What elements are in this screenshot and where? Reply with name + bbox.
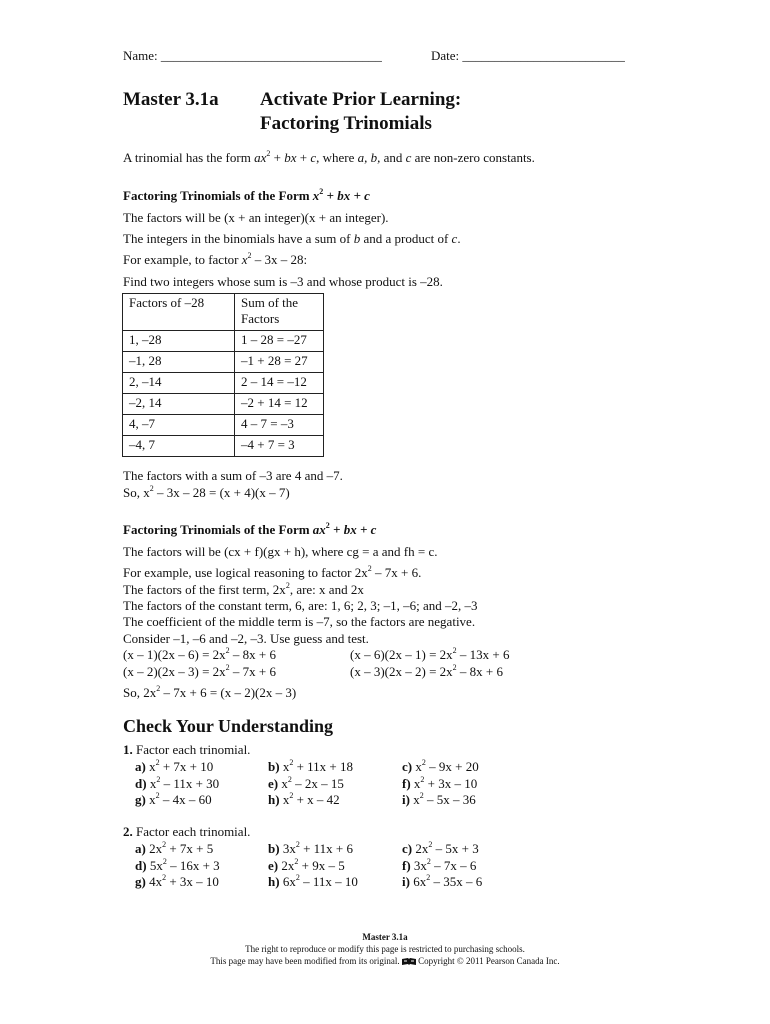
- table-cell-sum: –1 + 28 = 27: [235, 352, 324, 373]
- section2-line6: Consider –1, –6 and –2, –3. Use guess and test.: [123, 631, 369, 646]
- table-cell-factors: –2, 14: [123, 394, 235, 415]
- date-field-label: Date: _________________________: [431, 48, 625, 63]
- q2-item-h: h) $6x^2 - 11x - 10$: [268, 872, 358, 889]
- footer-rights: The right to reproduce or modify this page is restricted to purchasing schools.: [245, 944, 525, 954]
- table-cell-sum: 4 – 7 = –3: [235, 415, 324, 436]
- question-1-prompt: 1. Factor each trinomial.: [123, 742, 251, 757]
- q1-item-f: f) $x^2 + 3x - 10$: [402, 774, 478, 791]
- q2-item-a: a) $2x^2 + 7x + 5$: [135, 839, 214, 856]
- q2-item-d: d) $5x^2 - 16x + 3$: [135, 856, 220, 873]
- section1-line4: Find two integers whose sum is –3 and whose product is –28.: [123, 274, 443, 289]
- q1-item-e: e) $x^2 - 2x - 15$: [268, 774, 344, 791]
- guess-test-1: $(x - 1)(2x - 6) = 2x^2 - 8x + 6$: [123, 645, 276, 662]
- section2-line4: The factors of the constant term, 6, are: 1, 6; 2, 3; –1, –6; and –2, –3: [123, 598, 478, 613]
- intro-text: A trinomial has the form $ax^2$ + bx + c, where a, b, and c are non-zero constants.: [123, 148, 535, 165]
- section2-line3: The factors of the first term, $2x^2$, are: x and 2x: [123, 580, 364, 597]
- check-heading: Check Your Understanding: [123, 716, 334, 736]
- table-row: [123, 436, 324, 457]
- section1-line1: The factors will be (x + an integer)(x + an integer).: [123, 210, 389, 225]
- table-row: [123, 394, 324, 415]
- table-cell-factors: 2, –14: [123, 373, 235, 394]
- footer-copyright: This page may have been modified from its original. Copyright © 2011 Pearson Canada Inc.: [210, 956, 560, 966]
- table-header-factors: Factors of –28: [123, 294, 235, 331]
- master-number: Master 3.1a: [123, 89, 219, 110]
- section2-line2: For example, use logical reasoning to factor $2x^2 - 7x + 6$.: [123, 563, 422, 580]
- section1-line3: For example, to factor $x^2 - 3x - 28$:: [123, 250, 308, 267]
- table-cell-factors: 1, –28: [123, 331, 235, 352]
- q1-item-c: c) $x^2 - 9x + 20$: [402, 757, 479, 774]
- section2-conclusion: So, $2x^2 - 7x + 6 = (x - 2)(2x - 3)$: [123, 683, 297, 700]
- guess-test-4: $(x - 3)(2x - 2) = 2x^2 - 8x + 6$: [350, 662, 503, 679]
- q1-item-a: a) $x^2 + 7x + 10$: [135, 757, 214, 774]
- page-title-line1: Activate Prior Learning:: [260, 89, 462, 110]
- section2-line5: The coefficient of the middle term is –7, so the factors are negative.: [123, 614, 476, 629]
- table-row: [123, 331, 324, 352]
- table-cell-sum: 2 – 14 = –12: [235, 373, 324, 394]
- q1-item-h: h) $x^2 + x - 42$: [268, 790, 340, 807]
- q2-item-i: i) $6x^2 - 35x - 6$: [402, 872, 483, 889]
- q2-item-g: g) $4x^2 + 3x - 10$: [135, 872, 219, 889]
- q1-item-b: b) $x^2 + 11x + 18$: [268, 757, 353, 774]
- section1-line2: The integers in the binomials have a sum of b and a product of c.: [123, 231, 461, 246]
- q2-item-f: f) $3x^2 - 7x - 6$: [402, 856, 477, 873]
- table-row: [123, 373, 324, 394]
- table-cell-sum: –4 + 7 = 3: [235, 436, 324, 457]
- page-title-line2: Factoring Trinomials: [260, 113, 432, 134]
- table-cell-sum: –2 + 14 = 12: [235, 394, 324, 415]
- q2-item-e: e) $2x^2 + 9x - 5$: [268, 856, 345, 873]
- table-cell-factors: –4, 7: [123, 436, 235, 457]
- table-header-row: [123, 294, 324, 331]
- book-icon: [402, 958, 416, 966]
- footer-master: Master 3.1a: [362, 932, 408, 942]
- section2-line1: The factors will be (cx + f)(gx + h), where cg = a and fh = c.: [123, 544, 438, 559]
- section1-line5: The factors with a sum of –3 are 4 and –7.: [123, 468, 343, 483]
- table-cell-factors: –1, 28: [123, 352, 235, 373]
- section1-heading: Factoring Trinomials of the Form $x^2$ + bx + c: [123, 186, 370, 203]
- name-field-label: Name: __________________________________: [123, 48, 382, 63]
- question-2-prompt: 2. Factor each trinomial.: [123, 824, 251, 839]
- table-row: [123, 415, 324, 436]
- q1-item-i: i) $x^2 - 5x - 36$: [402, 790, 476, 807]
- table-header-sum: Sum of the Factors: [235, 294, 324, 331]
- table-cell-sum: 1 – 28 = –27: [235, 331, 324, 352]
- guess-test-2: $(x - 6)(2x - 1) = 2x^2 - 13x + 6$: [350, 645, 510, 662]
- q2-item-c: c) $2x^2 - 5x + 3$: [402, 839, 479, 856]
- q2-item-b: b) $3x^2 + 11x + 6$: [268, 839, 353, 856]
- table-cell-factors: 4, –7: [123, 415, 235, 436]
- section1-line6: So, $x^2 - 3x - 28 = (x + 4)(x - 7)$: [123, 483, 290, 500]
- factors-table: [122, 293, 324, 457]
- table-row: [123, 352, 324, 373]
- section2-heading: Factoring Trinomials of the Form $ax^2$ + bx + c: [123, 520, 377, 537]
- guess-test-3: $(x - 2)(2x - 3) = 2x^2 - 7x + 6$: [123, 662, 276, 679]
- q1-item-g: g) $x^2 - 4x - 60$: [135, 790, 212, 807]
- q1-item-d: d) $x^2 - 11x + 30$: [135, 774, 220, 791]
